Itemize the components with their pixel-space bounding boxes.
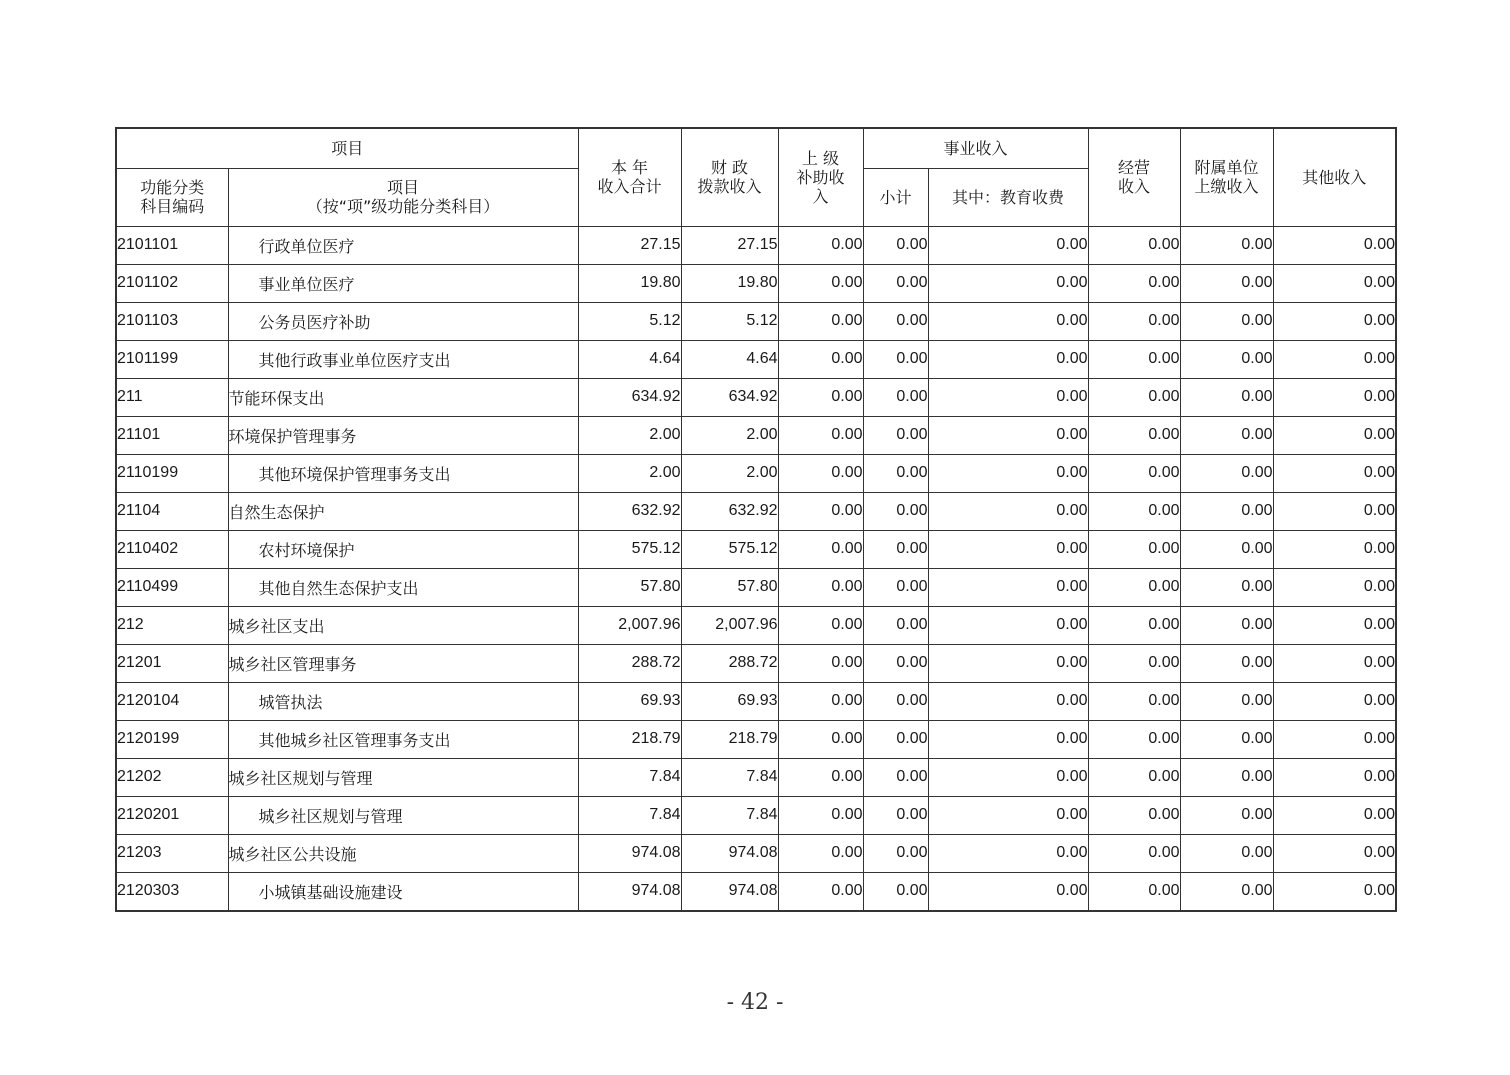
- cell-business-subtotal: 0.00: [863, 796, 928, 834]
- cell-business-subtotal: 0.00: [863, 416, 928, 454]
- header-subtotal: 小计: [863, 168, 928, 226]
- cell-superior-subsidy: 0.00: [778, 796, 863, 834]
- table-row: [116, 530, 1396, 568]
- cell-business-subtotal: 0.00: [863, 682, 928, 720]
- cell-education-fee: 0.00: [928, 644, 1088, 682]
- header-education-fee: 其中：教育收费: [928, 168, 1088, 226]
- cell-affiliated-income: 0.00: [1180, 606, 1273, 644]
- table-row: [116, 796, 1396, 834]
- cell-operating-income: 0.00: [1088, 302, 1180, 340]
- cell-item-name: 城乡社区规划与管理: [228, 796, 578, 834]
- table-row: [116, 264, 1396, 302]
- cell-business-subtotal: 0.00: [863, 302, 928, 340]
- cell-business-subtotal: 0.00: [863, 644, 928, 682]
- cell-operating-income: 0.00: [1088, 872, 1180, 911]
- cell-education-fee: 0.00: [928, 682, 1088, 720]
- cell-affiliated-income: 0.00: [1180, 796, 1273, 834]
- cell-education-fee: 0.00: [928, 796, 1088, 834]
- cell-item-name: 公务员医疗补助: [228, 302, 578, 340]
- table-row: [116, 644, 1396, 682]
- cell-fiscal-allocation: 4.64: [681, 340, 778, 378]
- cell-other-income: 0.00: [1273, 416, 1396, 454]
- cell-affiliated-income: 0.00: [1180, 226, 1273, 264]
- table-row: [116, 682, 1396, 720]
- cell-item-name: 城乡社区公共设施: [228, 834, 578, 872]
- cell-superior-subsidy: 0.00: [778, 720, 863, 758]
- header-item-name: 项目 （按“项”级功能分类科目）: [228, 168, 578, 226]
- cell-superior-subsidy: 0.00: [778, 758, 863, 796]
- cell-business-subtotal: 0.00: [863, 530, 928, 568]
- cell-affiliated-income: 0.00: [1180, 568, 1273, 606]
- cell-operating-income: 0.00: [1088, 682, 1180, 720]
- header-total-income: 本 年 收入合计: [578, 128, 681, 226]
- cell-superior-subsidy: 0.00: [778, 834, 863, 872]
- cell-fiscal-allocation: 218.79: [681, 720, 778, 758]
- cell-business-subtotal: 0.00: [863, 264, 928, 302]
- cell-superior-subsidy: 0.00: [778, 302, 863, 340]
- table-row: [116, 378, 1396, 416]
- cell-education-fee: 0.00: [928, 720, 1088, 758]
- cell-affiliated-income: 0.00: [1180, 378, 1273, 416]
- table-row: [116, 302, 1396, 340]
- cell-item-name: 其他自然生态保护支出: [228, 568, 578, 606]
- cell-item-name: 城乡社区支出: [228, 606, 578, 644]
- cell-other-income: 0.00: [1273, 834, 1396, 872]
- table-row: [116, 492, 1396, 530]
- cell-function-code: 21101: [116, 416, 228, 454]
- cell-affiliated-income: 0.00: [1180, 340, 1273, 378]
- cell-education-fee: 0.00: [928, 454, 1088, 492]
- cell-fiscal-allocation: 2.00: [681, 454, 778, 492]
- cell-operating-income: 0.00: [1088, 454, 1180, 492]
- cell-fiscal-allocation: 974.08: [681, 872, 778, 911]
- cell-other-income: 0.00: [1273, 340, 1396, 378]
- cell-superior-subsidy: 0.00: [778, 872, 863, 911]
- cell-superior-subsidy: 0.00: [778, 682, 863, 720]
- cell-total-income: 632.92: [578, 492, 681, 530]
- cell-function-code: 2101199: [116, 340, 228, 378]
- cell-total-income: 2,007.96: [578, 606, 681, 644]
- cell-business-subtotal: 0.00: [863, 568, 928, 606]
- cell-business-subtotal: 0.00: [863, 226, 928, 264]
- cell-affiliated-income: 0.00: [1180, 454, 1273, 492]
- cell-fiscal-allocation: 2.00: [681, 416, 778, 454]
- budget-income-table: [115, 127, 1397, 912]
- table-row: [116, 454, 1396, 492]
- cell-operating-income: 0.00: [1088, 568, 1180, 606]
- cell-education-fee: 0.00: [928, 530, 1088, 568]
- cell-affiliated-income: 0.00: [1180, 302, 1273, 340]
- table-row: [116, 834, 1396, 872]
- cell-superior-subsidy: 0.00: [778, 530, 863, 568]
- cell-other-income: 0.00: [1273, 796, 1396, 834]
- cell-item-name: 小城镇基础设施建设: [228, 872, 578, 911]
- cell-total-income: 4.64: [578, 340, 681, 378]
- cell-superior-subsidy: 0.00: [778, 492, 863, 530]
- cell-item-name: 环境保护管理事务: [228, 416, 578, 454]
- cell-education-fee: 0.00: [928, 340, 1088, 378]
- cell-item-name: 其他城乡社区管理事务支出: [228, 720, 578, 758]
- cell-superior-subsidy: 0.00: [778, 226, 863, 264]
- table-row: [116, 720, 1396, 758]
- cell-function-code: 2110199: [116, 454, 228, 492]
- cell-total-income: 69.93: [578, 682, 681, 720]
- cell-superior-subsidy: 0.00: [778, 264, 863, 302]
- cell-affiliated-income: 0.00: [1180, 530, 1273, 568]
- cell-item-name: 自然生态保护: [228, 492, 578, 530]
- cell-operating-income: 0.00: [1088, 606, 1180, 644]
- cell-superior-subsidy: 0.00: [778, 644, 863, 682]
- header-affiliated-income: 附属单位 上缴收入: [1180, 128, 1273, 226]
- table-row: [116, 568, 1396, 606]
- cell-affiliated-income: 0.00: [1180, 264, 1273, 302]
- cell-fiscal-allocation: 57.80: [681, 568, 778, 606]
- cell-education-fee: 0.00: [928, 378, 1088, 416]
- cell-other-income: 0.00: [1273, 720, 1396, 758]
- cell-operating-income: 0.00: [1088, 264, 1180, 302]
- cell-item-name: 城乡社区规划与管理: [228, 758, 578, 796]
- cell-operating-income: 0.00: [1088, 416, 1180, 454]
- cell-education-fee: 0.00: [928, 416, 1088, 454]
- cell-affiliated-income: 0.00: [1180, 758, 1273, 796]
- cell-function-code: 2120104: [116, 682, 228, 720]
- cell-business-subtotal: 0.00: [863, 340, 928, 378]
- cell-fiscal-allocation: 632.92: [681, 492, 778, 530]
- cell-function-code: 21203: [116, 834, 228, 872]
- cell-superior-subsidy: 0.00: [778, 378, 863, 416]
- cell-total-income: 7.84: [578, 758, 681, 796]
- cell-business-subtotal: 0.00: [863, 758, 928, 796]
- cell-education-fee: 0.00: [928, 264, 1088, 302]
- cell-item-name: 农村环境保护: [228, 530, 578, 568]
- cell-other-income: 0.00: [1273, 606, 1396, 644]
- cell-item-name: 节能环保支出: [228, 378, 578, 416]
- cell-operating-income: 0.00: [1088, 226, 1180, 264]
- cell-fiscal-allocation: 69.93: [681, 682, 778, 720]
- cell-education-fee: 0.00: [928, 568, 1088, 606]
- cell-function-code: 2101101: [116, 226, 228, 264]
- cell-function-code: 2120303: [116, 872, 228, 911]
- cell-operating-income: 0.00: [1088, 340, 1180, 378]
- cell-business-subtotal: 0.00: [863, 606, 928, 644]
- header-other-income: 其他收入: [1273, 128, 1396, 226]
- cell-education-fee: 0.00: [928, 606, 1088, 644]
- cell-other-income: 0.00: [1273, 682, 1396, 720]
- cell-business-subtotal: 0.00: [863, 454, 928, 492]
- cell-other-income: 0.00: [1273, 758, 1396, 796]
- cell-operating-income: 0.00: [1088, 758, 1180, 796]
- cell-item-name: 行政单位医疗: [228, 226, 578, 264]
- cell-education-fee: 0.00: [928, 872, 1088, 911]
- cell-other-income: 0.00: [1273, 302, 1396, 340]
- cell-other-income: 0.00: [1273, 378, 1396, 416]
- cell-fiscal-allocation: 7.84: [681, 796, 778, 834]
- cell-fiscal-allocation: 19.80: [681, 264, 778, 302]
- table-body: [116, 226, 1396, 911]
- cell-total-income: 5.12: [578, 302, 681, 340]
- header-superior-subsidy: 上 级 补助收 入: [778, 128, 863, 226]
- cell-operating-income: 0.00: [1088, 834, 1180, 872]
- cell-superior-subsidy: 0.00: [778, 416, 863, 454]
- cell-function-code: 211: [116, 378, 228, 416]
- cell-operating-income: 0.00: [1088, 720, 1180, 758]
- cell-other-income: 0.00: [1273, 492, 1396, 530]
- cell-fiscal-allocation: 288.72: [681, 644, 778, 682]
- cell-total-income: 19.80: [578, 264, 681, 302]
- cell-affiliated-income: 0.00: [1180, 682, 1273, 720]
- cell-total-income: 27.15: [578, 226, 681, 264]
- cell-education-fee: 0.00: [928, 302, 1088, 340]
- cell-total-income: 7.84: [578, 796, 681, 834]
- cell-function-code: 21202: [116, 758, 228, 796]
- cell-business-subtotal: 0.00: [863, 720, 928, 758]
- cell-affiliated-income: 0.00: [1180, 872, 1273, 911]
- cell-function-code: 2120199: [116, 720, 228, 758]
- cell-business-subtotal: 0.00: [863, 492, 928, 530]
- cell-affiliated-income: 0.00: [1180, 492, 1273, 530]
- cell-total-income: 634.92: [578, 378, 681, 416]
- cell-superior-subsidy: 0.00: [778, 568, 863, 606]
- cell-other-income: 0.00: [1273, 872, 1396, 911]
- cell-total-income: 57.80: [578, 568, 681, 606]
- cell-business-subtotal: 0.00: [863, 834, 928, 872]
- cell-function-code: 2101103: [116, 302, 228, 340]
- cell-education-fee: 0.00: [928, 492, 1088, 530]
- cell-superior-subsidy: 0.00: [778, 606, 863, 644]
- cell-item-name: 其他环境保护管理事务支出: [228, 454, 578, 492]
- cell-other-income: 0.00: [1273, 454, 1396, 492]
- cell-education-fee: 0.00: [928, 226, 1088, 264]
- cell-fiscal-allocation: 2,007.96: [681, 606, 778, 644]
- cell-function-code: 2120201: [116, 796, 228, 834]
- cell-other-income: 0.00: [1273, 644, 1396, 682]
- cell-total-income: 2.00: [578, 416, 681, 454]
- cell-operating-income: 0.00: [1088, 530, 1180, 568]
- header-function-code: 功能分类 科目编码: [116, 168, 228, 226]
- cell-function-code: 2101102: [116, 264, 228, 302]
- cell-fiscal-allocation: 974.08: [681, 834, 778, 872]
- cell-total-income: 288.72: [578, 644, 681, 682]
- header-project: 项目: [116, 128, 578, 168]
- cell-other-income: 0.00: [1273, 530, 1396, 568]
- table-row: [116, 758, 1396, 796]
- cell-superior-subsidy: 0.00: [778, 340, 863, 378]
- cell-function-code: 21104: [116, 492, 228, 530]
- cell-item-name: 城管执法: [228, 682, 578, 720]
- cell-other-income: 0.00: [1273, 264, 1396, 302]
- cell-fiscal-allocation: 634.92: [681, 378, 778, 416]
- cell-other-income: 0.00: [1273, 226, 1396, 264]
- cell-fiscal-allocation: 27.15: [681, 226, 778, 264]
- cell-other-income: 0.00: [1273, 568, 1396, 606]
- table-row: [116, 340, 1396, 378]
- cell-item-name: 事业单位医疗: [228, 264, 578, 302]
- cell-function-code: 2110402: [116, 530, 228, 568]
- cell-fiscal-allocation: 5.12: [681, 302, 778, 340]
- cell-business-subtotal: 0.00: [863, 872, 928, 911]
- cell-education-fee: 0.00: [928, 834, 1088, 872]
- table-row: [116, 226, 1396, 264]
- table-row: [116, 606, 1396, 644]
- cell-total-income: 575.12: [578, 530, 681, 568]
- cell-function-code: 212: [116, 606, 228, 644]
- cell-affiliated-income: 0.00: [1180, 644, 1273, 682]
- cell-operating-income: 0.00: [1088, 492, 1180, 530]
- table-row: [116, 872, 1396, 911]
- header-business-income: 事业收入: [863, 128, 1088, 168]
- cell-operating-income: 0.00: [1088, 796, 1180, 834]
- cell-affiliated-income: 0.00: [1180, 416, 1273, 454]
- cell-operating-income: 0.00: [1088, 378, 1180, 416]
- cell-total-income: 974.08: [578, 872, 681, 911]
- cell-total-income: 218.79: [578, 720, 681, 758]
- cell-function-code: 21201: [116, 644, 228, 682]
- cell-total-income: 974.08: [578, 834, 681, 872]
- cell-fiscal-allocation: 7.84: [681, 758, 778, 796]
- cell-business-subtotal: 0.00: [863, 378, 928, 416]
- header-fiscal-allocation: 财 政 拨款收入: [681, 128, 778, 226]
- table-row: [116, 416, 1396, 454]
- cell-item-name: 其他行政事业单位医疗支出: [228, 340, 578, 378]
- cell-education-fee: 0.00: [928, 758, 1088, 796]
- cell-operating-income: 0.00: [1088, 644, 1180, 682]
- header-operating-income: 经营 收入: [1088, 128, 1180, 226]
- cell-item-name: 城乡社区管理事务: [228, 644, 578, 682]
- page-number: - 42 -: [726, 990, 784, 1015]
- cell-total-income: 2.00: [578, 454, 681, 492]
- cell-fiscal-allocation: 575.12: [681, 530, 778, 568]
- cell-function-code: 2110499: [116, 568, 228, 606]
- cell-affiliated-income: 0.00: [1180, 720, 1273, 758]
- table-header: [116, 128, 1396, 226]
- cell-superior-subsidy: 0.00: [778, 454, 863, 492]
- cell-affiliated-income: 0.00: [1180, 834, 1273, 872]
